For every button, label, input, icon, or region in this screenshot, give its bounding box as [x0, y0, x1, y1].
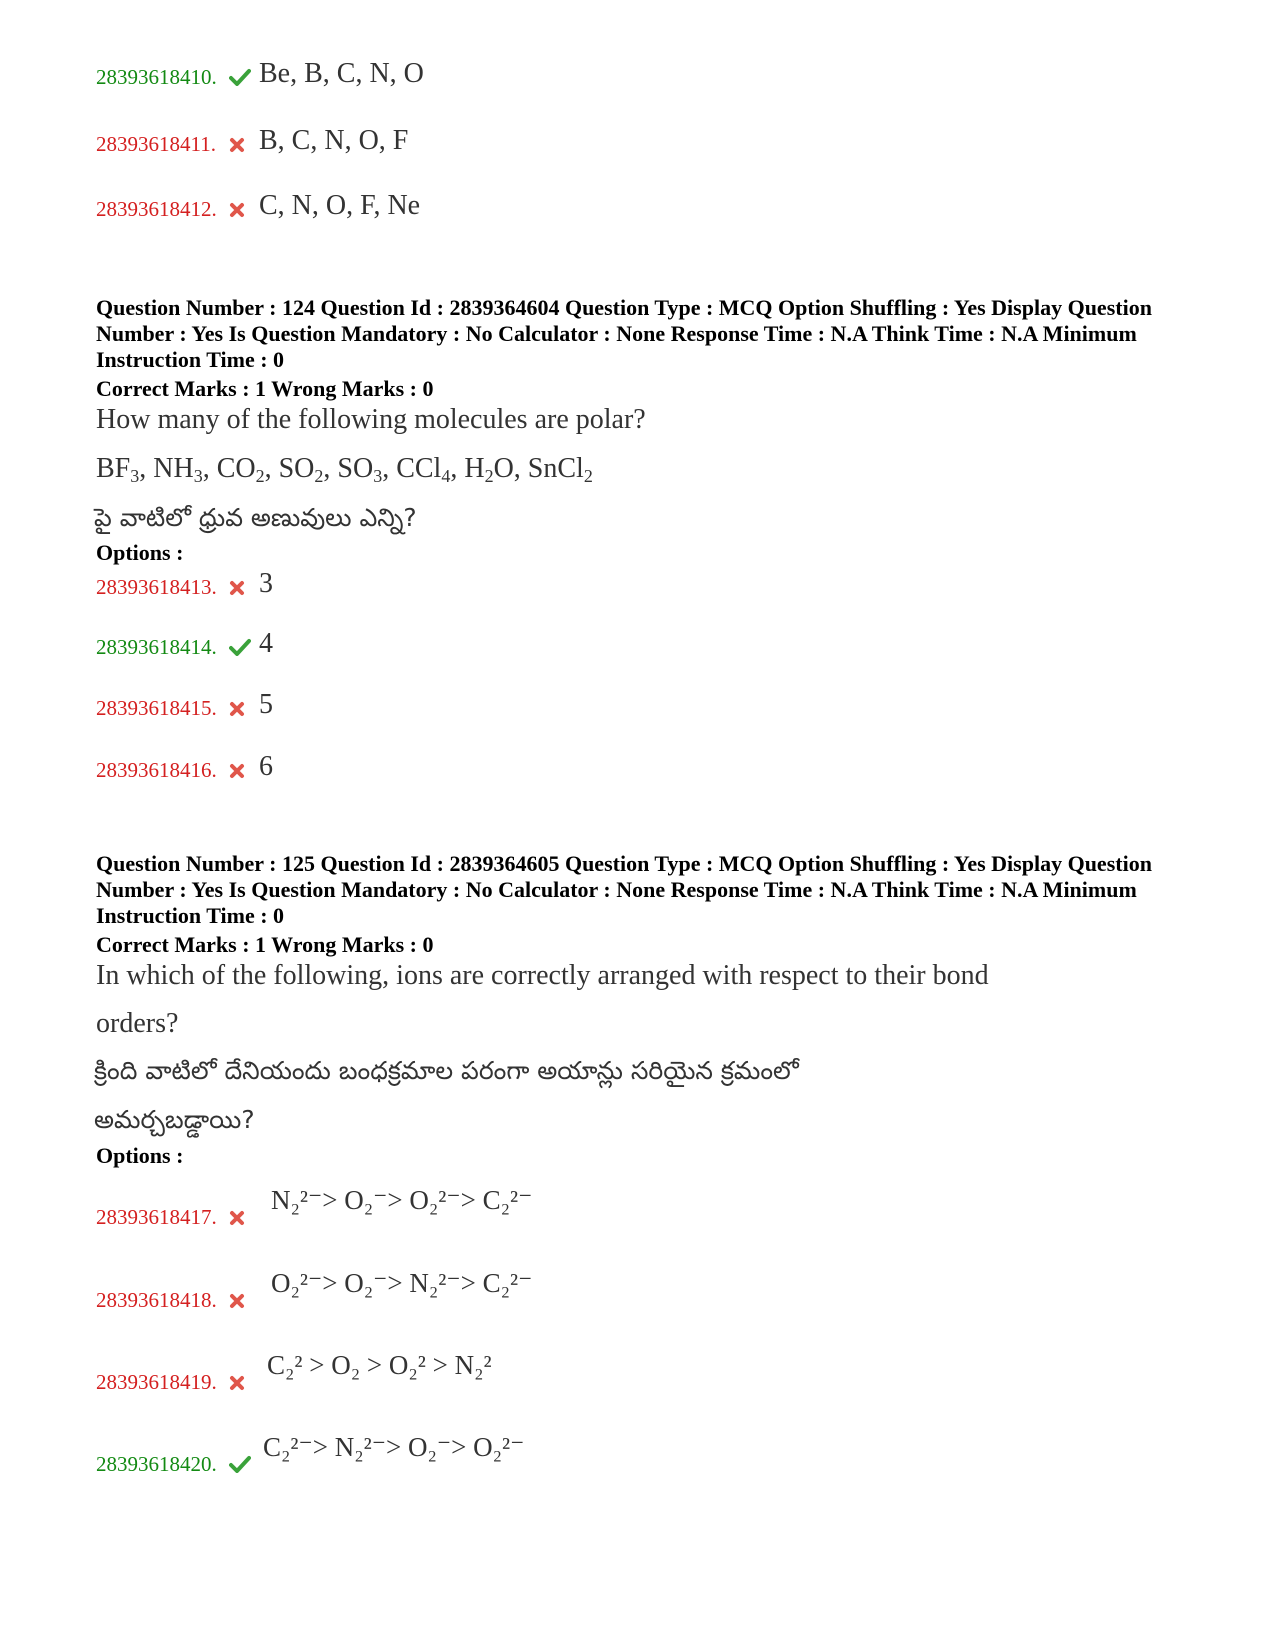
- option-id: 28393618419.: [96, 1370, 217, 1394]
- cross-icon: [229, 1291, 253, 1311]
- question-formula: $BF_3$, $NH_3$, $CO_2$, $SO_2$, $SO_3$, CCl$_4$, $H_2O$, SnCl$_2$: [96, 453, 593, 486]
- option-row: [96, 1432, 525, 1476]
- question-text-telugu: పై వాటిలో ధ్రువ అణువులు ఎన్ని?: [94, 503, 417, 532]
- question-text-line2: orders?: [96, 1008, 179, 1039]
- option-row: [96, 192, 420, 220]
- option-id: 28393618420.: [96, 1452, 217, 1476]
- cross-icon: [229, 699, 253, 719]
- option-text: B, C, N, O, F: [259, 125, 409, 156]
- option-text: C₂² > O₂ > O₂² > N₂²: [267, 1350, 492, 1380]
- option-text: 5: [259, 689, 273, 720]
- option-row: [96, 60, 424, 88]
- options-label: Options :: [96, 1143, 184, 1168]
- option-id: 28393618413.: [96, 575, 217, 599]
- question-marks: Correct Marks : 1 Wrong Marks : 0: [96, 932, 434, 957]
- option-id: 28393618410.: [96, 65, 217, 89]
- option-text: 3: [259, 568, 273, 599]
- option-row: [96, 127, 408, 155]
- cross-icon: [229, 200, 253, 220]
- option-id: 28393618414.: [96, 635, 217, 659]
- option-id: 28393618412.: [96, 197, 217, 221]
- option-id: 28393618415.: [96, 696, 217, 720]
- option-id: 28393618417.: [96, 1205, 217, 1229]
- cross-icon: [229, 761, 253, 781]
- check-icon: [229, 638, 253, 658]
- cross-icon: [229, 578, 253, 598]
- option-row: [96, 570, 273, 598]
- question-text-telugu: క్రింది వాటిలో దేనియందు బంధక్రమాల పరంగా అయాన్లు సరియైన క్రమంలో: [94, 1056, 799, 1085]
- option-row: [96, 753, 273, 781]
- option-text: 4: [259, 628, 273, 659]
- cross-icon: [229, 135, 253, 155]
- check-icon: [229, 68, 253, 88]
- option-row: [96, 1350, 492, 1394]
- cross-icon: [229, 1373, 253, 1393]
- cross-icon: [229, 1208, 253, 1228]
- option-id: 28393618418.: [96, 1288, 217, 1312]
- option-row: [96, 630, 273, 658]
- question-text: In which of the following, ions are correctly arranged with respect to their bond: [96, 960, 989, 991]
- option-text: N₂²⁻> O₂⁻> O₂²⁻> C₂²⁻: [271, 1185, 533, 1215]
- option-id: 28393618416.: [96, 758, 217, 782]
- option-text: C, N, O, F, Ne: [259, 190, 421, 221]
- option-row: [96, 1268, 533, 1312]
- question-text-telugu-line2: అమర్చబడ్డాయి?: [94, 1105, 255, 1134]
- question-marks: Correct Marks : 1 Wrong Marks : 0: [96, 376, 434, 401]
- option-row: [96, 691, 273, 719]
- question-text: How many of the following molecules are polar?: [96, 404, 646, 435]
- option-id: 28393618411.: [96, 132, 216, 156]
- option-text: 6: [259, 751, 273, 782]
- question-header: Question Number : 125 Question Id : 2839364605 Question Type : MCQ Option Shuffling : Yes Display Question Number : Yes Is Question Mandatory : No Calculator : None Response Time : N.A Think Time : N.A Minimum Instruction Time : 0: [96, 851, 1152, 928]
- option-text: C₂²⁻> N₂²⁻> O₂⁻> O₂²⁻: [263, 1432, 525, 1462]
- option-row: [96, 1185, 533, 1229]
- option-text: Be, B, C, N, O: [259, 58, 424, 89]
- option-text: O₂²⁻> O₂⁻> N₂²⁻> C₂²⁻: [271, 1268, 533, 1298]
- check-icon: [229, 1455, 253, 1475]
- options-label: Options :: [96, 540, 184, 565]
- question-header: Question Number : 124 Question Id : 2839364604 Question Type : MCQ Option Shuffling : Yes Display Question Number : Yes Is Question Mandatory : No Calculator : None Response Time : N.A Think Time : N.A Minimum Instruction Time : 0: [96, 295, 1152, 372]
